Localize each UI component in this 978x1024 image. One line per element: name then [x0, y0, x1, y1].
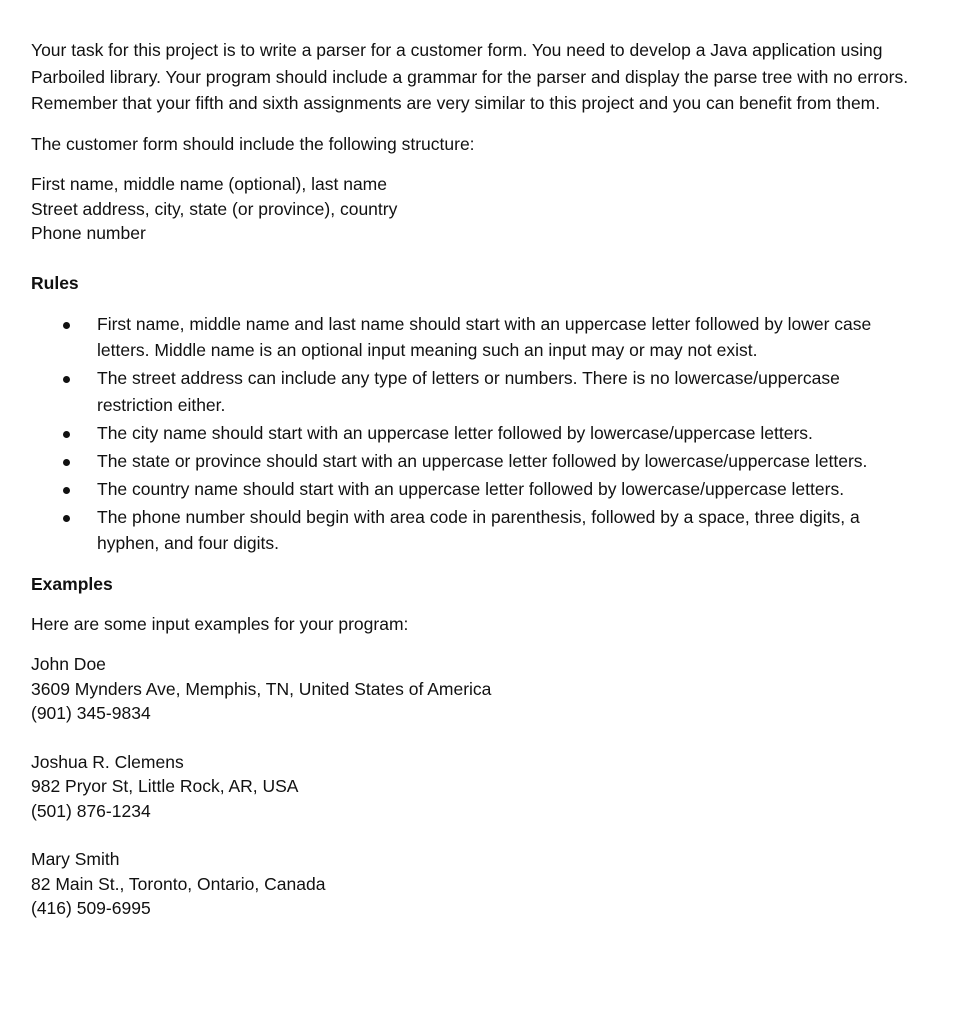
example-entry	[31, 652, 911, 726]
structure-line-name: First name, middle name (optional), last name	[31, 174, 387, 194]
example-name: Mary Smith	[31, 849, 120, 869]
example-entry	[31, 847, 911, 921]
rule-text: The state or province should start with an uppercase letter followed by lowercase/uppercase letters.	[97, 450, 868, 471]
example-name: Joshua R. Clemens	[31, 751, 184, 772]
rule-item	[31, 476, 911, 503]
bullet-icon	[63, 376, 70, 383]
bullet-icon	[63, 515, 70, 522]
intro-paragraph: Your task for this project is to write a parser for a customer form. You need to develop a Java application using Parboiled library. Your program should include a grammar for the parser and display the parse tree with no errors. Remember that your fifth and sixth assignments are very similar to this project and you can benefit from them.	[31, 40, 909, 113]
example-address: 82 Main St., Toronto, Ontario, Canada	[31, 873, 326, 894]
document-page	[31, 37, 911, 921]
examples-lead: Here are some input examples for your program:	[31, 613, 409, 634]
structure-line-address: Street address, city, state (or province), country	[31, 198, 398, 219]
rule-text: The phone number should begin with area code in parenthesis, followed by a space, three digits, a hyphen, and four digits.	[97, 506, 860, 553]
rules-heading: Rules	[31, 272, 79, 293]
structure-lines	[31, 172, 911, 246]
rule-text: First name, middle name and last name should start with an uppercase letter followed by lower case letters. Middle name is an optional input meaning such an input may or may not exist.	[97, 313, 872, 360]
rule-item	[31, 365, 911, 418]
rule-text: The street address can include any type of letters or numbers. There is no lowercase/uppercase restriction either.	[97, 368, 840, 415]
bullet-icon	[63, 487, 70, 494]
rule-item	[31, 504, 911, 557]
rules-list	[31, 311, 911, 557]
example-phone: (901) 345-9834	[31, 703, 151, 723]
rule-text: The country name should start with an uppercase letter followed by lowercase/uppercase letters.	[97, 478, 845, 499]
example-entry	[31, 750, 911, 824]
rule-item	[31, 420, 911, 447]
bullet-icon	[63, 322, 70, 329]
example-address: 982 Pryor St, Little Rock, AR, USA	[31, 776, 299, 796]
rule-text: The city name should start with an uppercase letter followed by lowercase/uppercase letters.	[97, 422, 813, 443]
bullet-icon	[63, 431, 70, 438]
example-phone: (501) 876-1234	[31, 800, 151, 821]
rule-item	[31, 311, 911, 364]
example-address: 3609 Mynders Ave, Memphis, TN, United States of America	[31, 678, 492, 699]
structure-lead: The customer form should include the following structure:	[31, 133, 475, 154]
examples-heading: Examples	[31, 573, 113, 594]
rule-item	[31, 448, 911, 475]
bullet-icon	[63, 459, 70, 466]
example-name: John Doe	[31, 654, 106, 674]
example-phone: (416) 509-6995	[31, 898, 151, 918]
structure-line-phone: Phone number	[31, 223, 146, 243]
